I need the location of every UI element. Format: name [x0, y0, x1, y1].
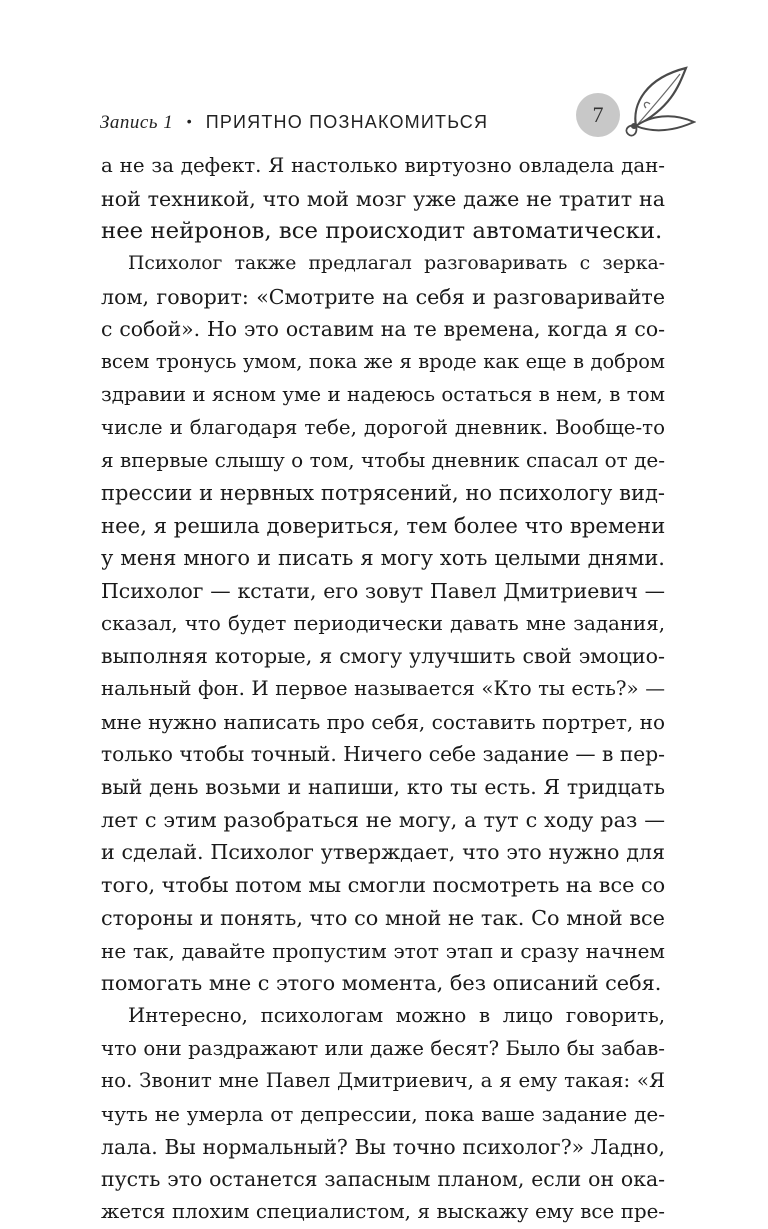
text-line: только чтобы точный. Ничего себе задание — в пер- — [101, 742, 665, 767]
text-line: что они раздражают или даже бесят? Было бы забав- — [101, 1036, 665, 1060]
text-line: с собой». Но это оставим на те времена, когда я со- — [101, 317, 665, 342]
text-line: сказал, что будет периодически давать мне задания, — [101, 611, 665, 635]
butterfly-leaf-icon — [606, 64, 696, 138]
text-line: числе и благодаря тебе, дорогой дневник. Вообще-то — [101, 415, 665, 439]
running-head-text — [100, 112, 488, 134]
text-line: ной техникой, что мой мозг уже даже не тратит на — [101, 186, 665, 211]
text-line: лом, говорит: «Смотрите на себя и разговаривайте — [101, 284, 665, 309]
text-line: а не за дефект. Я настолько виртуозно овладела дан- — [101, 154, 665, 177]
chapter-label: Запись 1 — [100, 112, 174, 133]
text-line: мне нужно написать про себя, составить портрет, но — [101, 709, 665, 734]
text-line: у меня много и писать я могу хоть целыми днями. — [101, 546, 665, 571]
text-line: всем тронусь умом, пока же я вроде как еще в добром — [101, 350, 665, 374]
text-line: Психолог — кстати, его зовут Павел Дмитриевич — — [101, 578, 665, 603]
text-line: выполняя которые, я смогу улучшить свой эмоцио- — [101, 644, 665, 669]
text-line: стороны и понять, что со мной не так. Со мной все — [101, 905, 665, 930]
text-line: нее нейронов, все происходит автоматически. — [101, 218, 663, 245]
text-line: чуть не умерла от депрессии, пока ваше задание де- — [101, 1101, 665, 1126]
page-number: 7 — [592, 102, 604, 127]
chapter-title: ПРИЯТНО ПОЗНАКОМИТЬСЯ — [205, 112, 489, 132]
text-line: пусть это останется запасным планом, если он ока- — [101, 1167, 665, 1192]
text-line: лет с этим разобраться не могу, а тут с ходу раз — — [101, 807, 665, 832]
text-line: здравии и ясном уме и надеюсь остаться в нем, в том — [101, 382, 665, 406]
text-line: и сделай. Психолог утверждает, что это нужно для — [101, 840, 665, 865]
text-line: но. Звонит мне Павел Дмитриевич, а я ему такая: «Я — [101, 1069, 665, 1093]
text-line: нее, я решила довериться, тем более что времени — [101, 512, 666, 538]
text-line: Психолог также предлагал разговаривать с зерка- — [128, 253, 665, 275]
text-line: Интересно, психологам можно в лицо говорить, — [128, 1003, 665, 1027]
text-line: лала. Вы нормальный? Вы точно психолог?» Ладно, — [101, 1134, 665, 1159]
text-line: нальный фон. И первое называется «Кто ты есть?» — — [101, 677, 665, 700]
header-separator: • — [186, 113, 193, 129]
text-line: помогать мне с этого момента, без описаний себя. — [101, 971, 662, 996]
text-line: не так, давайте пропустим этот этап и сразу начнем — [101, 938, 665, 963]
text-line: вый день возьми и напиши, кто ты есть. Я тридцать — [101, 775, 665, 800]
text-line: я впервые слышу о том, чтобы дневник спасал от де- — [101, 448, 665, 473]
text-line: того, чтобы потом мы смогли посмотреть на все со — [101, 873, 666, 898]
text-line: жется плохим специалистом, я выскажу ему все пре- — [101, 1200, 665, 1223]
body-text — [101, 150, 665, 1229]
text-line: прессии и нервных потрясений, но психологу вид- — [101, 480, 665, 505]
